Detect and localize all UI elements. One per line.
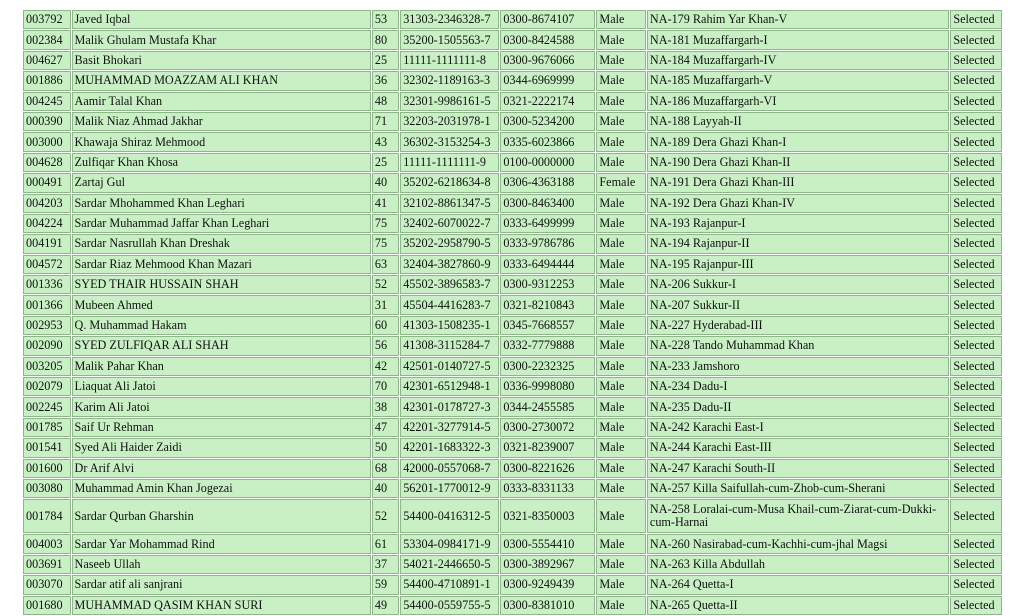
candidate-cnic-cell: 32302-1189163-3 bbox=[400, 71, 499, 90]
candidate-id-cell: 004191 bbox=[23, 234, 71, 253]
candidate-constituency-cell: NA-242 Karachi East-I bbox=[647, 418, 949, 437]
candidate-id-cell: 004203 bbox=[23, 194, 71, 213]
candidate-id-cell: 003205 bbox=[23, 357, 71, 376]
candidate-name-cell: Sardar Riaz Mehmood Khan Mazari bbox=[72, 255, 371, 274]
candidate-cnic-cell: 32402-6070022-7 bbox=[400, 214, 499, 233]
candidate-name-cell: Saif Ur Rehman bbox=[72, 418, 371, 437]
candidate-cnic-cell: 32102-8861347-5 bbox=[400, 194, 499, 213]
candidate-age-cell: 52 bbox=[372, 275, 399, 294]
candidate-cnic-cell: 54400-0416312-5 bbox=[400, 499, 499, 533]
candidate-cnic-cell: 42301-6512948-1 bbox=[400, 377, 499, 396]
candidate-status-cell: Selected bbox=[950, 194, 1002, 213]
candidate-constituency-cell: NA-195 Rajanpur-III bbox=[647, 255, 949, 274]
candidate-id-cell: 001541 bbox=[23, 438, 71, 457]
candidate-status-cell: Selected bbox=[950, 479, 1002, 498]
candidate-constituency-cell: NA-194 Rajanpur-II bbox=[647, 234, 949, 253]
candidate-gender-cell: Male bbox=[596, 295, 646, 314]
candidate-gender-cell: Male bbox=[596, 438, 646, 457]
candidate-gender-cell: Male bbox=[596, 112, 646, 131]
candidate-age-cell: 40 bbox=[372, 173, 399, 192]
table-row bbox=[23, 234, 1002, 253]
candidate-name-cell: Naseeb Ullah bbox=[72, 555, 371, 574]
candidate-status-cell: Selected bbox=[950, 71, 1002, 90]
candidate-gender-cell: Male bbox=[596, 194, 646, 213]
candidate-cnic-cell: 31303-2346328-7 bbox=[400, 10, 499, 29]
table-row bbox=[23, 336, 1002, 355]
candidate-id-cell: 002090 bbox=[23, 336, 71, 355]
candidate-cnic-cell: 32203-2031978-1 bbox=[400, 112, 499, 131]
candidate-gender-cell: Male bbox=[596, 534, 646, 553]
candidate-age-cell: 48 bbox=[372, 92, 399, 111]
candidate-constituency-cell: NA-181 Muzaffargarh-I bbox=[647, 30, 949, 49]
candidate-cnic-cell: 53304-0984171-9 bbox=[400, 534, 499, 553]
candidate-gender-cell: Male bbox=[596, 479, 646, 498]
candidate-gender-cell: Male bbox=[596, 459, 646, 478]
candidate-phone-cell: 0333-8331133 bbox=[500, 479, 595, 498]
candidate-id-cell: 002079 bbox=[23, 377, 71, 396]
candidate-status-cell: Selected bbox=[950, 316, 1002, 335]
candidate-phone-cell: 0300-8381010 bbox=[500, 596, 595, 615]
candidate-phone-cell: 0300-2730072 bbox=[500, 418, 595, 437]
candidate-phone-cell: 0321-2222174 bbox=[500, 92, 595, 111]
candidate-id-cell: 003792 bbox=[23, 10, 71, 29]
candidate-constituency-cell: NA-189 Dera Ghazi Khan-I bbox=[647, 132, 949, 151]
candidate-cnic-cell: 42201-3277914-5 bbox=[400, 418, 499, 437]
candidate-cnic-cell: 11111-1111111-9 bbox=[400, 153, 499, 172]
candidate-constituency-cell: NA-247 Karachi South-II bbox=[647, 459, 949, 478]
candidate-status-cell: Selected bbox=[950, 295, 1002, 314]
candidate-status-cell: Selected bbox=[950, 51, 1002, 70]
candidate-phone-cell: 0100-0000000 bbox=[500, 153, 595, 172]
candidate-gender-cell: Male bbox=[596, 397, 646, 416]
candidate-status-cell: Selected bbox=[950, 555, 1002, 574]
candidate-phone-cell: 0344-2455585 bbox=[500, 397, 595, 416]
candidate-phone-cell: 0345-7668557 bbox=[500, 316, 595, 335]
candidate-constituency-cell: NA-228 Tando Muhammad Khan bbox=[647, 336, 949, 355]
candidate-name-cell: Malik Pahar Khan bbox=[72, 357, 371, 376]
candidate-status-cell: Selected bbox=[950, 459, 1002, 478]
candidate-cnic-cell: 35202-2958790-5 bbox=[400, 234, 499, 253]
candidate-status-cell: Selected bbox=[950, 336, 1002, 355]
candidate-gender-cell: Male bbox=[596, 418, 646, 437]
candidate-phone-cell: 0344-6969999 bbox=[500, 71, 595, 90]
candidate-status-cell: Selected bbox=[950, 173, 1002, 192]
table-row bbox=[23, 255, 1002, 274]
candidate-constituency-cell: NA-260 Nasirabad-cum-Kachhi-cum-jhal Magsi bbox=[647, 534, 949, 553]
candidate-id-cell: 002245 bbox=[23, 397, 71, 416]
candidate-gender-cell: Male bbox=[596, 499, 646, 533]
candidate-cnic-cell: 41308-3115284-7 bbox=[400, 336, 499, 355]
candidate-age-cell: 70 bbox=[372, 377, 399, 396]
candidate-name-cell: Karim Ali Jatoi bbox=[72, 397, 371, 416]
candidate-age-cell: 63 bbox=[372, 255, 399, 274]
candidate-name-cell: Zulfiqar Khan Khosa bbox=[72, 153, 371, 172]
candidate-phone-cell: 0300-8221626 bbox=[500, 459, 595, 478]
candidate-age-cell: 52 bbox=[372, 499, 399, 533]
candidate-status-cell: Selected bbox=[950, 275, 1002, 294]
candidate-name-cell: MUHAMMAD QASIM KHAN SURI bbox=[72, 596, 371, 615]
candidate-cnic-cell: 42000-0557068-7 bbox=[400, 459, 499, 478]
candidate-id-cell: 001336 bbox=[23, 275, 71, 294]
candidate-name-cell: Sardar atif ali sanjrani bbox=[72, 575, 371, 594]
candidate-cnic-cell: 56201-1770012-9 bbox=[400, 479, 499, 498]
candidate-constituency-cell: NA-192 Dera Ghazi Khan-IV bbox=[647, 194, 949, 213]
candidate-id-cell: 004003 bbox=[23, 534, 71, 553]
candidate-age-cell: 37 bbox=[372, 555, 399, 574]
candidates-table-container bbox=[22, 9, 1003, 616]
table-row bbox=[23, 575, 1002, 594]
candidate-name-cell: Sardar Mhohammed Khan Leghari bbox=[72, 194, 371, 213]
candidate-status-cell: Selected bbox=[950, 92, 1002, 111]
candidate-phone-cell: 0336-9998080 bbox=[500, 377, 595, 396]
candidate-id-cell: 004628 bbox=[23, 153, 71, 172]
table-row bbox=[23, 132, 1002, 151]
candidate-status-cell: Selected bbox=[950, 418, 1002, 437]
candidate-id-cell: 001600 bbox=[23, 459, 71, 478]
candidate-name-cell: Sardar Muhammad Jaffar Khan Leghari bbox=[72, 214, 371, 233]
candidate-age-cell: 40 bbox=[372, 479, 399, 498]
candidate-id-cell: 003080 bbox=[23, 479, 71, 498]
candidate-name-cell: Aamir Talal Khan bbox=[72, 92, 371, 111]
candidate-phone-cell: 0321-8350003 bbox=[500, 499, 595, 533]
candidate-id-cell: 004627 bbox=[23, 51, 71, 70]
table-row bbox=[23, 357, 1002, 376]
table-row bbox=[23, 30, 1002, 49]
candidate-status-cell: Selected bbox=[950, 153, 1002, 172]
candidate-status-cell: Selected bbox=[950, 10, 1002, 29]
table-row bbox=[23, 596, 1002, 615]
candidate-phone-cell: 0300-3892967 bbox=[500, 555, 595, 574]
candidate-name-cell: Muhammad Amin Khan Jogezai bbox=[72, 479, 371, 498]
candidate-phone-cell: 0300-8424588 bbox=[500, 30, 595, 49]
candidate-name-cell: Javed Iqbal bbox=[72, 10, 371, 29]
candidate-gender-cell: Male bbox=[596, 30, 646, 49]
candidate-phone-cell: 0300-5234200 bbox=[500, 112, 595, 131]
candidate-gender-cell: Male bbox=[596, 255, 646, 274]
candidate-cnic-cell: 41303-1508235-1 bbox=[400, 316, 499, 335]
candidate-gender-cell: Male bbox=[596, 316, 646, 335]
candidate-constituency-cell: NA-235 Dadu-II bbox=[647, 397, 949, 416]
candidate-constituency-cell: NA-206 Sukkur-I bbox=[647, 275, 949, 294]
candidate-age-cell: 43 bbox=[372, 132, 399, 151]
candidate-constituency-cell: NA-244 Karachi East-III bbox=[647, 438, 949, 457]
candidate-cnic-cell: 42301-0178727-3 bbox=[400, 397, 499, 416]
candidate-id-cell: 004572 bbox=[23, 255, 71, 274]
candidate-name-cell: Malik Niaz Ahmad Jakhar bbox=[72, 112, 371, 131]
candidate-name-cell: MUHAMMAD MOAZZAM ALI KHAN bbox=[72, 71, 371, 90]
table-row bbox=[23, 418, 1002, 437]
candidate-cnic-cell: 35202-6218634-8 bbox=[400, 173, 499, 192]
candidate-id-cell: 001680 bbox=[23, 596, 71, 615]
candidate-gender-cell: Male bbox=[596, 153, 646, 172]
candidate-name-cell: Sardar Qurban Gharshin bbox=[72, 499, 371, 533]
candidate-id-cell: 004245 bbox=[23, 92, 71, 111]
candidate-constituency-cell: NA-227 Hyderabad-III bbox=[647, 316, 949, 335]
table-row bbox=[23, 194, 1002, 213]
candidate-status-cell: Selected bbox=[950, 499, 1002, 533]
candidate-cnic-cell: 32404-3827860-9 bbox=[400, 255, 499, 274]
candidate-phone-cell: 0321-8210843 bbox=[500, 295, 595, 314]
candidate-status-cell: Selected bbox=[950, 438, 1002, 457]
candidate-cnic-cell: 32301-9986161-5 bbox=[400, 92, 499, 111]
candidate-id-cell: 003070 bbox=[23, 575, 71, 594]
candidate-cnic-cell: 54021-2446650-5 bbox=[400, 555, 499, 574]
candidate-age-cell: 31 bbox=[372, 295, 399, 314]
candidate-name-cell: Q. Muhammad Hakam bbox=[72, 316, 371, 335]
candidate-status-cell: Selected bbox=[950, 255, 1002, 274]
candidate-age-cell: 47 bbox=[372, 418, 399, 437]
candidate-age-cell: 38 bbox=[372, 397, 399, 416]
candidate-constituency-cell: NA-184 Muzaffargarh-IV bbox=[647, 51, 949, 70]
candidate-name-cell: Dr Arif Alvi bbox=[72, 459, 371, 478]
candidate-id-cell: 003000 bbox=[23, 132, 71, 151]
candidate-name-cell: Liaquat Ali Jatoi bbox=[72, 377, 371, 396]
candidate-phone-cell: 0333-6494444 bbox=[500, 255, 595, 274]
candidate-status-cell: Selected bbox=[950, 214, 1002, 233]
candidate-gender-cell: Male bbox=[596, 555, 646, 574]
candidate-age-cell: 49 bbox=[372, 596, 399, 615]
candidate-id-cell: 001886 bbox=[23, 71, 71, 90]
candidate-name-cell: Sardar Yar Mohammad Rind bbox=[72, 534, 371, 553]
candidate-age-cell: 68 bbox=[372, 459, 399, 478]
candidate-cnic-cell: 54400-0559755-5 bbox=[400, 596, 499, 615]
candidate-age-cell: 71 bbox=[372, 112, 399, 131]
candidate-age-cell: 75 bbox=[372, 214, 399, 233]
table-row bbox=[23, 499, 1002, 533]
candidate-id-cell: 002384 bbox=[23, 30, 71, 49]
candidate-status-cell: Selected bbox=[950, 596, 1002, 615]
candidate-phone-cell: 0321-8239007 bbox=[500, 438, 595, 457]
candidate-gender-cell: Male bbox=[596, 596, 646, 615]
candidate-gender-cell: Female bbox=[596, 173, 646, 192]
candidate-name-cell: SYED THAIR HUSSAIN SHAH bbox=[72, 275, 371, 294]
candidate-constituency-cell: NA-264 Quetta-I bbox=[647, 575, 949, 594]
table-row bbox=[23, 295, 1002, 314]
candidate-age-cell: 25 bbox=[372, 153, 399, 172]
candidate-cnic-cell: 35200-1505563-7 bbox=[400, 30, 499, 49]
table-row bbox=[23, 153, 1002, 172]
table-row bbox=[23, 92, 1002, 111]
candidate-age-cell: 75 bbox=[372, 234, 399, 253]
candidate-cnic-cell: 42201-1683322-3 bbox=[400, 438, 499, 457]
candidate-phone-cell: 0300-9249439 bbox=[500, 575, 595, 594]
candidate-id-cell: 001784 bbox=[23, 499, 71, 533]
candidate-status-cell: Selected bbox=[950, 30, 1002, 49]
candidate-gender-cell: Male bbox=[596, 71, 646, 90]
candidate-constituency-cell: NA-191 Dera Ghazi Khan-III bbox=[647, 173, 949, 192]
candidate-phone-cell: 0333-6499999 bbox=[500, 214, 595, 233]
candidate-phone-cell: 0300-9676066 bbox=[500, 51, 595, 70]
candidate-name-cell: Basit Bhokari bbox=[72, 51, 371, 70]
candidate-age-cell: 36 bbox=[372, 71, 399, 90]
candidate-name-cell: Zartaj Gul bbox=[72, 173, 371, 192]
candidate-age-cell: 80 bbox=[372, 30, 399, 49]
candidate-gender-cell: Male bbox=[596, 336, 646, 355]
candidate-constituency-cell: NA-263 Killa Abdullah bbox=[647, 555, 949, 574]
candidate-id-cell: 004224 bbox=[23, 214, 71, 233]
table-row bbox=[23, 71, 1002, 90]
candidate-constituency-cell: NA-234 Dadu-I bbox=[647, 377, 949, 396]
candidate-phone-cell: 0332-7779888 bbox=[500, 336, 595, 355]
candidate-name-cell: Syed Ali Haider Zaidi bbox=[72, 438, 371, 457]
candidate-id-cell: 000491 bbox=[23, 173, 71, 192]
candidate-gender-cell: Male bbox=[596, 575, 646, 594]
table-row bbox=[23, 534, 1002, 553]
candidate-gender-cell: Male bbox=[596, 92, 646, 111]
table-row bbox=[23, 438, 1002, 457]
candidate-age-cell: 53 bbox=[372, 10, 399, 29]
candidate-name-cell: SYED ZULFIQAR ALI SHAH bbox=[72, 336, 371, 355]
candidate-phone-cell: 0333-9786786 bbox=[500, 234, 595, 253]
candidate-gender-cell: Male bbox=[596, 10, 646, 29]
candidate-id-cell: 001366 bbox=[23, 295, 71, 314]
table-row bbox=[23, 377, 1002, 396]
table-row bbox=[23, 459, 1002, 478]
table-row bbox=[23, 316, 1002, 335]
candidate-age-cell: 25 bbox=[372, 51, 399, 70]
candidate-id-cell: 000390 bbox=[23, 112, 71, 131]
candidate-gender-cell: Male bbox=[596, 275, 646, 294]
candidate-gender-cell: Male bbox=[596, 377, 646, 396]
candidate-gender-cell: Male bbox=[596, 132, 646, 151]
table-row bbox=[23, 479, 1002, 498]
candidate-name-cell: Malik Ghulam Mustafa Khar bbox=[72, 30, 371, 49]
table-row bbox=[23, 112, 1002, 131]
candidate-phone-cell: 0300-5554410 bbox=[500, 534, 595, 553]
candidate-gender-cell: Male bbox=[596, 234, 646, 253]
candidate-phone-cell: 0300-8674107 bbox=[500, 10, 595, 29]
candidate-status-cell: Selected bbox=[950, 575, 1002, 594]
table-row bbox=[23, 214, 1002, 233]
candidate-age-cell: 60 bbox=[372, 316, 399, 335]
table-row bbox=[23, 555, 1002, 574]
candidate-age-cell: 61 bbox=[372, 534, 399, 553]
candidate-cnic-cell: 42501-0140727-5 bbox=[400, 357, 499, 376]
candidate-name-cell: Sardar Nasrullah Khan Dreshak bbox=[72, 234, 371, 253]
candidate-phone-cell: 0300-9312253 bbox=[500, 275, 595, 294]
candidate-constituency-cell: NA-258 Loralai-cum-Musa Khail-cum-Ziarat-cum-Dukki-cum-Harnai bbox=[647, 499, 949, 533]
candidate-age-cell: 56 bbox=[372, 336, 399, 355]
candidate-constituency-cell: NA-179 Rahim Yar Khan-V bbox=[647, 10, 949, 29]
candidate-phone-cell: 0335-6023866 bbox=[500, 132, 595, 151]
candidates-table bbox=[22, 9, 1003, 616]
candidate-gender-cell: Male bbox=[596, 51, 646, 70]
candidate-cnic-cell: 45504-4416283-7 bbox=[400, 295, 499, 314]
table-row bbox=[23, 51, 1002, 70]
candidate-constituency-cell: NA-185 Muzaffargarh-V bbox=[647, 71, 949, 90]
candidate-cnic-cell: 36302-3153254-3 bbox=[400, 132, 499, 151]
candidate-phone-cell: 0300-2232325 bbox=[500, 357, 595, 376]
candidate-constituency-cell: NA-207 Sukkur-II bbox=[647, 295, 949, 314]
candidate-phone-cell: 0306-4363188 bbox=[500, 173, 595, 192]
candidate-status-cell: Selected bbox=[950, 377, 1002, 396]
candidate-constituency-cell: NA-193 Rajanpur-I bbox=[647, 214, 949, 233]
candidate-constituency-cell: NA-186 Muzaffargarh-VI bbox=[647, 92, 949, 111]
candidate-age-cell: 59 bbox=[372, 575, 399, 594]
candidate-id-cell: 001785 bbox=[23, 418, 71, 437]
candidate-cnic-cell: 11111-1111111-8 bbox=[400, 51, 499, 70]
candidate-status-cell: Selected bbox=[950, 534, 1002, 553]
table-row bbox=[23, 397, 1002, 416]
table-row bbox=[23, 10, 1002, 29]
candidate-age-cell: 50 bbox=[372, 438, 399, 457]
candidate-status-cell: Selected bbox=[950, 132, 1002, 151]
table-row bbox=[23, 173, 1002, 192]
candidate-name-cell: Khawaja Shiraz Mehmood bbox=[72, 132, 371, 151]
candidate-status-cell: Selected bbox=[950, 357, 1002, 376]
table-row bbox=[23, 275, 1002, 294]
candidate-status-cell: Selected bbox=[950, 112, 1002, 131]
candidate-gender-cell: Male bbox=[596, 214, 646, 233]
candidate-age-cell: 42 bbox=[372, 357, 399, 376]
candidates-table-body bbox=[23, 10, 1002, 615]
candidate-constituency-cell: NA-265 Quetta-II bbox=[647, 596, 949, 615]
candidate-constituency-cell: NA-190 Dera Ghazi Khan-II bbox=[647, 153, 949, 172]
candidate-status-cell: Selected bbox=[950, 234, 1002, 253]
candidate-phone-cell: 0300-8463400 bbox=[500, 194, 595, 213]
candidate-constituency-cell: NA-257 Killa Saifullah-cum-Zhob-cum-Sherani bbox=[647, 479, 949, 498]
candidate-cnic-cell: 54400-4710891-1 bbox=[400, 575, 499, 594]
candidate-id-cell: 002953 bbox=[23, 316, 71, 335]
candidate-name-cell: Mubeen Ahmed bbox=[72, 295, 371, 314]
candidate-constituency-cell: NA-188 Layyah-II bbox=[647, 112, 949, 131]
candidate-age-cell: 41 bbox=[372, 194, 399, 213]
candidate-status-cell: Selected bbox=[950, 397, 1002, 416]
candidate-gender-cell: Male bbox=[596, 357, 646, 376]
candidate-id-cell: 003691 bbox=[23, 555, 71, 574]
candidate-constituency-cell: NA-233 Jamshoro bbox=[647, 357, 949, 376]
candidate-cnic-cell: 45502-3896583-7 bbox=[400, 275, 499, 294]
